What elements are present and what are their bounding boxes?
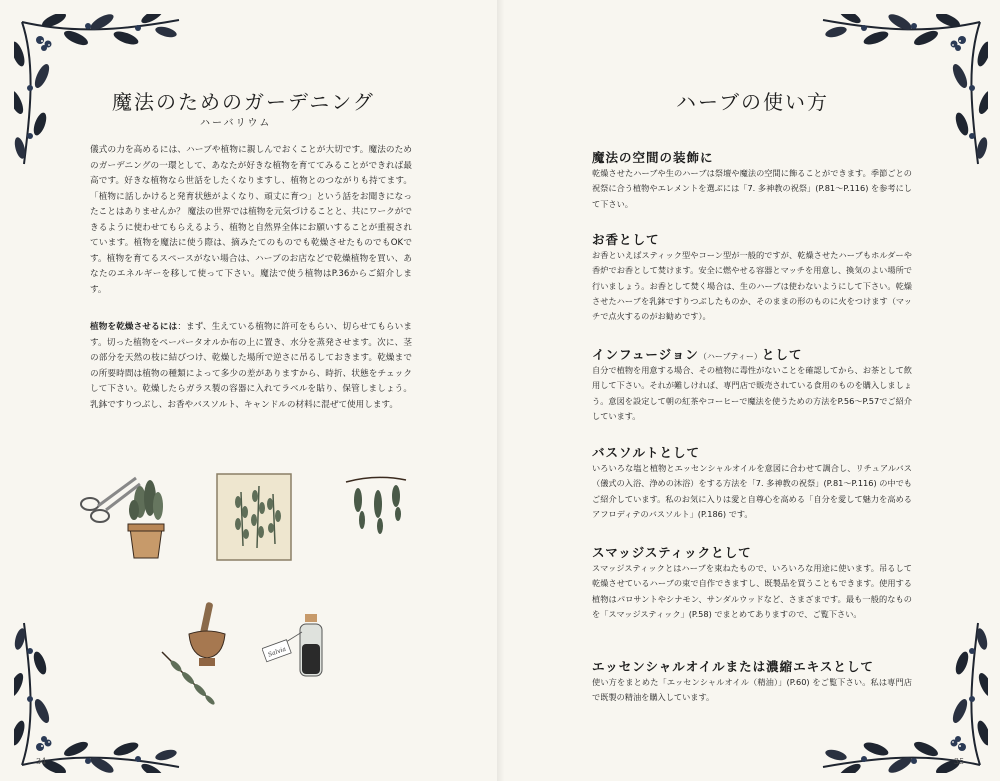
drying-paragraph [90,320,412,413]
infusion-heading-note: （ハーブティー） [698,352,762,361]
section-body-incense: お香といえばスティック型やコーン型が一般的ですが、乾燥させたハーブもホルダーや香炉でお香として焚けます。安全に燃やせる容器とマッチを用意し、換気のよい場所で行いましょう。お香として焚く場合は、生のハーブは使わないようにして下さい。乾燥させたハーブを乳鉢ですりつぶしたものか、そのままの形のものに火をつけます（マッチで点火するのがお勧めです）。 [592,250,912,322]
page-number-left: 34 [36,757,47,766]
page-title: 魔法のためのガーデニング [112,90,375,114]
section-body-infusion: 自分で植物を用意する場合、その植物に毒性がないことを確認してから、お茶として飲用して下さい。それが難しければ、専門店で販売されている食用のものを購入しましょう。意図を設定して朝の紅茶やコーヒーで魔法を使うための方法をP.56〜P.57でご紹介しています。 [592,365,912,421]
drying-lead: 植物を乾燥させるには [90,322,178,332]
section-heading-smudge-stick: スマッジスティックとして [592,545,752,560]
top-right-leaf-ornament [808,14,988,179]
drying-body: ：まず、生えている植物に許可をもらい、切らせてもらいます。切った植物をペーパータオルか布の上に置き、水分を蒸発させます。次に、茎の部分を天然の枝に結びつけ、乾燥した場所で逆さに吊るしておきます。乾燥までの所要時間は植物の種類によって多少の差がありますから、時折、状態をチェックして下さい。乾燥したらガラス製の容器に入れてラベルを貼り、保管しましょう。乳鉢ですりつぶし、お香やバスソルト、キャンドルの材料に混ぜて使用します。 [90,322,412,410]
section-body-bath-salt: いろいろな塩と植物とエッセンシャルオイルを意図に合わせて調合し、リチュアルバス（儀式の入浴、浄めの沐浴）をする方法を「7. 多神教の祝祭」(P.81〜P.116) の中でもご紹介しています。私のお気に入りは愛と自尊心を高める「自分を愛して魅力を高めるアフロディテのバスソルト」(P.186) です。 [592,463,912,519]
salvia-bottle-illustration [262,610,332,680]
herbs-on-cloth-illustration [215,472,295,564]
page-number-right: 35 [954,757,965,766]
smudge-stick-illustration [158,650,218,708]
section-body-essential-oil: 使い方をまとめた「エッセンシャルオイル（精油）」(P.60) をご覧下さい。私は専門店で既製の精油を購入しています。 [592,677,912,703]
hanging-herbs-illustration [344,472,408,542]
scissors-and-potted-herb-illustration [78,470,178,565]
section-heading-essential-oil: エッセンシャルオイルまたは濃縮エキスとして [592,659,874,674]
bottle-label-text: Salvia [267,645,287,659]
section-body-smudge-stick: スマッジスティックとはハーブを束ねたもので、いろいろな用途に使います。吊るして乾燥させているハーブの束で自作できますし、既製品を買うこともできます。使用する植物はパロサントやシナモン、サンダルウッドなど、さまざまです。最も一般的なものを「スマッジスティック」(P.58) でまとめてありますので、ご覧下さい。 [592,563,912,619]
potted-herb-icon [128,480,164,558]
intro-paragraph: 儀式の力を高めるには、ハーブや植物に親しんでおくことが大切です。魔法のためのガーデニングの一環として、あなたが好きな植物を育ててみることができれば最高です。好きな植物なら世話をしたくなりますし、植物とのつながりも持てます。「植物に話しかけると発育状態がよくなり、頑丈に育つ」という話をお聞きになったことはありませんか？ 魔法の世界では植物を元気づけることと、共にワークができるように使わせてもらえるよう、植物と自然界全体にお願いすることが重視されています。植物を魔法に使う際は、摘みたてのものでも乾燥させたものでもOKです。植物を育てるスペースがない場合は、ハーブのお店などで乾燥植物を買い、あなたのエネルギーを移して使って下さい。魔法で使う植物はP.36からご紹介します。 [90,145,412,295]
page-title-right: ハーブの使い方 [676,90,829,114]
section-heading-infusion [592,345,802,363]
section-heading-bath-salt: バスソルトとして [592,445,701,460]
page-subtitle: ハーバリウム [200,118,272,129]
section-body-decoration: 乾燥させたハーブや生のハーブは祭壇や魔法の空間に飾ることができます。季節ごとの祝祭に合う植物やエレメントを選ぶには「7. 多神教の祝祭」(P.81〜P.116) を参考にして下さい。 [592,168,912,209]
section-heading-incense: お香として [592,232,660,247]
right-page [500,0,1000,781]
infusion-heading-tail: として [761,347,803,362]
infusion-heading-main: インフュージョン [592,347,699,362]
section-heading-decoration: 魔法の空間の装飾に [592,150,714,165]
